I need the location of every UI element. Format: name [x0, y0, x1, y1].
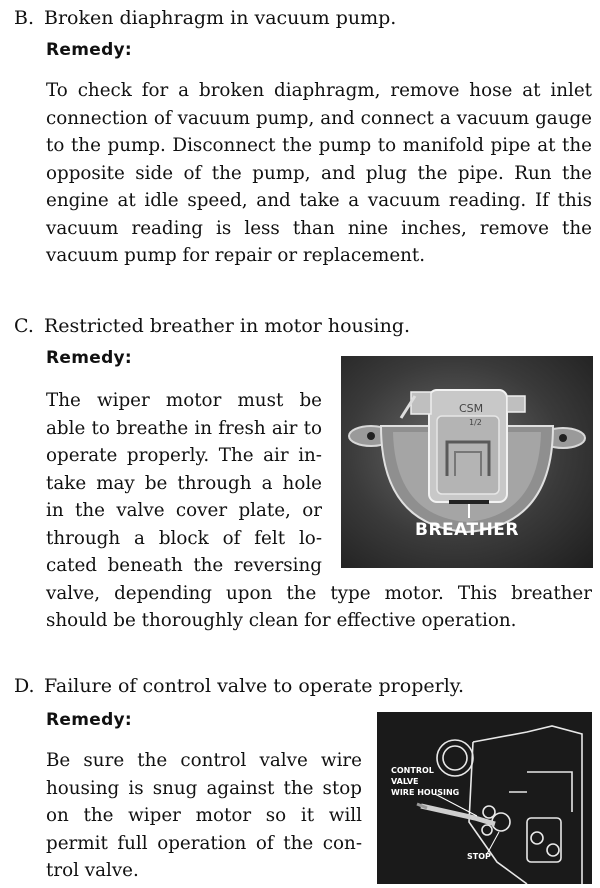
- breather-caption: BREATHER: [414, 520, 520, 540]
- remedy-label: Remedy:: [46, 710, 133, 730]
- text-line: operate properly. The air in-: [46, 445, 322, 466]
- text-line: opposite side of the pump, and plug the pipe. Run the: [46, 162, 592, 184]
- text-line: to the pump. Disconnect the pump to manifold pipe at the: [46, 135, 592, 156]
- remedy-label: Remedy:: [46, 348, 133, 368]
- text-line: vacuum pump for repair or replacement.: [46, 245, 426, 266]
- text-line: in the valve cover plate, or: [46, 500, 322, 521]
- label-stop: STOP: [467, 852, 491, 861]
- stamp-text: CSM: [459, 402, 484, 415]
- text-line: Be sure the control valve wire: [46, 750, 362, 771]
- text-line: connection of vacuum pump, and connect a vacuum gauge: [46, 107, 592, 129]
- text-line: on the wiper motor so it will: [46, 805, 362, 826]
- text-line: permit full operation of the con-: [46, 832, 362, 854]
- text-line: trol valve.: [46, 860, 139, 881]
- section-d-paragraph: [46, 747, 362, 885]
- label-control: CONTROL: [391, 766, 434, 775]
- section-c-heading: [14, 314, 410, 338]
- text-line: engine at idle speed, and take a vacuum reading. If this: [46, 190, 592, 211]
- control-valve-diagram: [377, 712, 592, 884]
- section-b-heading: [14, 6, 396, 30]
- label-valve: VALVE: [391, 777, 419, 786]
- text-line: To check for a broken diaphragm, remove hose at inlet: [46, 80, 592, 101]
- text-line: should be thoroughly clean for effective operation.: [46, 610, 517, 631]
- text-line: valve, depending upon the type motor. This breather: [46, 582, 592, 604]
- text-line: housing is snug against the stop: [46, 777, 362, 799]
- remedy-label: Remedy:: [46, 40, 133, 60]
- text-line: through a block of felt lo-: [46, 527, 322, 549]
- label-wire-housing: WIRE HOUSING: [391, 788, 460, 797]
- section-title: Failure of control valve to operate properly.: [44, 675, 465, 697]
- stamp-text: 1/2: [469, 418, 482, 427]
- breather-photo: [341, 356, 593, 568]
- section-letter: D.: [14, 675, 35, 697]
- text-line: able to breathe in fresh air to: [46, 417, 322, 439]
- section-d-heading: [14, 674, 464, 698]
- section-title: Restricted breather in motor housing.: [44, 315, 411, 337]
- text-line: The wiper motor must be: [46, 390, 322, 411]
- section-b-paragraph: [46, 77, 592, 270]
- text-line: vacuum reading is less than nine inches, remove the: [46, 217, 592, 239]
- section-title: Broken diaphragm in vacuum pump.: [44, 7, 397, 29]
- text-line: cated beneath the reversing: [46, 555, 322, 576]
- section-letter: B.: [14, 7, 35, 29]
- section-letter: C.: [14, 315, 34, 337]
- text-line: take may be through a hole: [46, 472, 322, 494]
